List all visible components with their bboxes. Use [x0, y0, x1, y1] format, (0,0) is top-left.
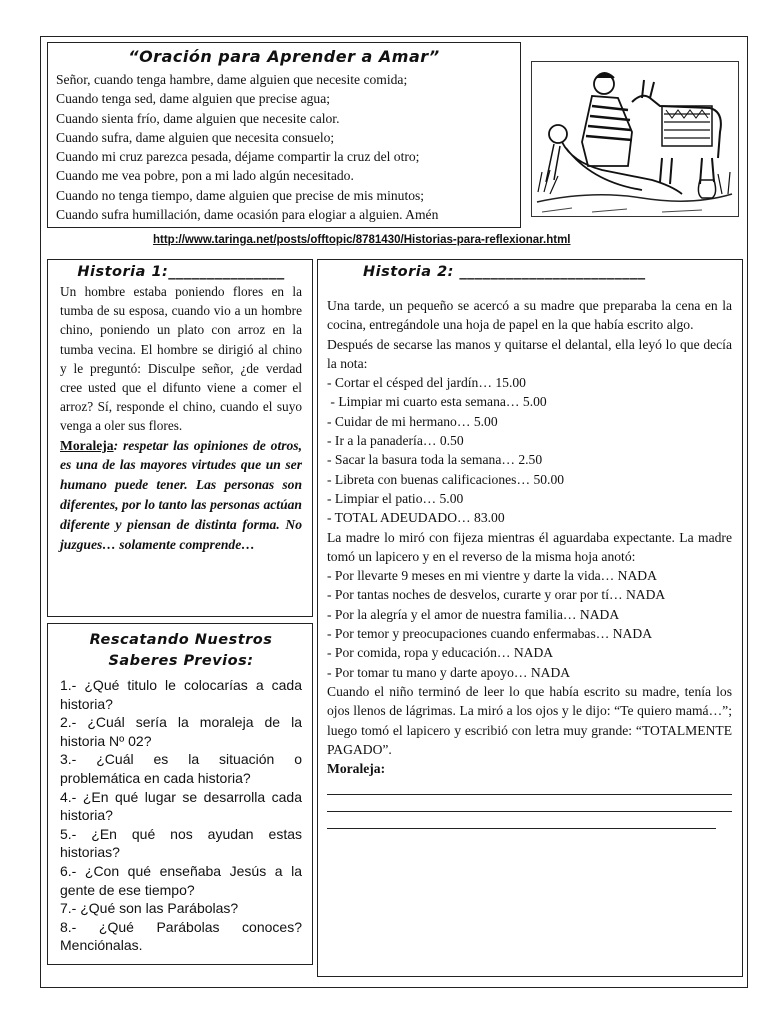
prayer-line: Cuando tenga sed, dame alguien que precise agua;	[56, 91, 331, 107]
list-item: - Por llevarte 9 meses en mi vientre y darte la vida… NADA	[327, 568, 657, 584]
rescatando-title	[60, 630, 302, 672]
question-item: 3.- ¿Cuál es la situación o problemática en cada historia?	[60, 751, 302, 786]
good-samaritan-illustration-icon	[531, 61, 739, 217]
moral-label: Moraleja	[60, 437, 114, 453]
question-item: 5.- ¿En qué nos ayudan estas historias?	[60, 825, 302, 861]
historia-2-body	[327, 296, 732, 829]
rescatando-title-line1: Rescatando Nuestros	[89, 632, 273, 648]
list-item: - Cuidar de mi hermano… 5.00	[327, 413, 498, 429]
historia-1-moral	[60, 436, 302, 555]
list-item: - Limpiar mi cuarto esta semana… 5.00	[327, 394, 547, 410]
question-item: 8.- ¿Qué Parábolas conoces? Menciónalas.	[60, 918, 302, 954]
list-item: - Por tantas noches de desvelos, curarte y orar por tí… NADA	[327, 587, 666, 603]
prayer-line: Cuando sufra humillación, dame ocasión para elogiar a alguien. Amén	[56, 207, 439, 223]
list-item: - Libreta con buenas calificaciones… 50.00	[327, 471, 565, 487]
moral-text: : respetar las opiniones de otros, es una de las mayores virtudes que un ser humano puede tener. Las personas son diferentes, por lo tanto las personas actúan diferente y piensan de distinta forma. No juzgues… solamente comprende…	[60, 437, 302, 552]
historia-2-intro2: Después de secarse las manos y quitarse el delantal, ella leyó lo que decía la nota:	[327, 336, 732, 371]
prayer-box	[47, 42, 521, 228]
question-item: 7.- ¿Qué son las Parábolas?	[60, 900, 239, 917]
prayer-line: Cuando sienta frío, dame alguien que necesite calor.	[56, 110, 340, 126]
prayer-line: Cuando sufra, dame alguien que necesita consuelo;	[56, 129, 335, 145]
answer-line[interactable]	[327, 812, 716, 829]
list-item: - Por comida, ropa y educación… NADA	[327, 645, 554, 661]
prayer-lines	[56, 70, 512, 224]
source-link[interactable]: http://www.taringa.net/posts/offtopic/8781430/Historias-para-reflexionar.html	[153, 234, 571, 246]
prayer-title: “Oración para Aprender a Amar”	[128, 47, 440, 66]
question-item: 1.- ¿Qué titulo le colocarías a cada historia?	[60, 677, 302, 712]
historia-1-title: Historia 1:_______________	[77, 264, 285, 280]
question-item: 6.- ¿Con qué enseñaba Jesús a la gente de ese tiempo?	[60, 862, 302, 898]
list-item: - Por tomar tu mano y darte apoyo… NADA	[327, 664, 571, 680]
question-item: 4.- ¿En qué lugar se desarrolla cada historia?	[60, 788, 302, 824]
list-item: - TOTAL ADEUDADO… 83.00	[327, 510, 505, 526]
historia-2-ending: Cuando el niño terminó de leer lo que había escrito su madre, tenía los ojos llenos de lágrimas. La miró a los ojos y le dijo: “Te quiero mamá…”; luego tomó el lapicero y escribió con letra muy grande: “TOTALMENTE PAGADO”.	[327, 683, 732, 757]
historia-1-box	[47, 259, 313, 617]
answer-line[interactable]	[327, 795, 732, 812]
rescatando-box	[47, 623, 313, 965]
historia-1-body: Un hombre estaba poniendo flores en la tumba de su esposa, cuando vio a un hombre chino, poniendo un plato con arroz en la tumba vecina. El hombre se dirigió al chino y le preguntó: Disculpe señor, ¿de verdad cree usted que el difunto viene a comer el arroz? Sí, responde el chino, cuando el suyo venga a oler sus flores.	[60, 284, 302, 434]
prayer-line: Cuando no tenga tiempo, dame alguien que precise de mis minutos;	[56, 187, 425, 203]
list-item: - Por la alegría y el amor de nuestra familia… NADA	[327, 606, 620, 622]
prayer-line: Señor, cuando tenga hambre, dame alguien que necesite comida;	[56, 72, 408, 87]
list-item: - Cortar el césped del jardín… 15.00	[327, 375, 526, 391]
historia-2-title: Historia 2: ________________________	[363, 264, 646, 280]
list-item: - Por temor y preocupaciones cuando enfermabas… NADA	[327, 626, 653, 642]
prayer-line: Cuando me vea pobre, pon a mi lado algún necesitado.	[56, 168, 354, 184]
list-item: - Ir a la panadería… 0.50	[327, 433, 464, 449]
prayer-line: Cuando mi cruz parezca pesada, déjame compartir la cruz del otro;	[56, 149, 420, 165]
historia-2-intro: Una tarde, un pequeño se acercó a su madre que preparaba la cena en la cocina, entregándole una hoja de papel en la que había escrito algo.	[327, 298, 732, 333]
worksheet-page	[40, 36, 748, 988]
historia-2-mid: La madre lo miró con fijeza mientras él aguardaba expectante. La madre tomó un lapicero y en el reverso de la misma hoja anotó:	[327, 529, 732, 564]
answer-line[interactable]	[327, 778, 732, 795]
question-item: 2.- ¿Cuál sería la moraleja de la historia Nº 02?	[60, 714, 302, 749]
list-item: - Limpiar el patio… 5.00	[327, 490, 464, 506]
rescatando-title-line2: Saberes Previos:	[108, 653, 254, 669]
list-item: - Sacar la basura toda la semana… 2.50	[327, 452, 543, 468]
historia-2-moral-label: Moraleja:	[327, 761, 386, 777]
historia-2-box	[317, 259, 743, 977]
